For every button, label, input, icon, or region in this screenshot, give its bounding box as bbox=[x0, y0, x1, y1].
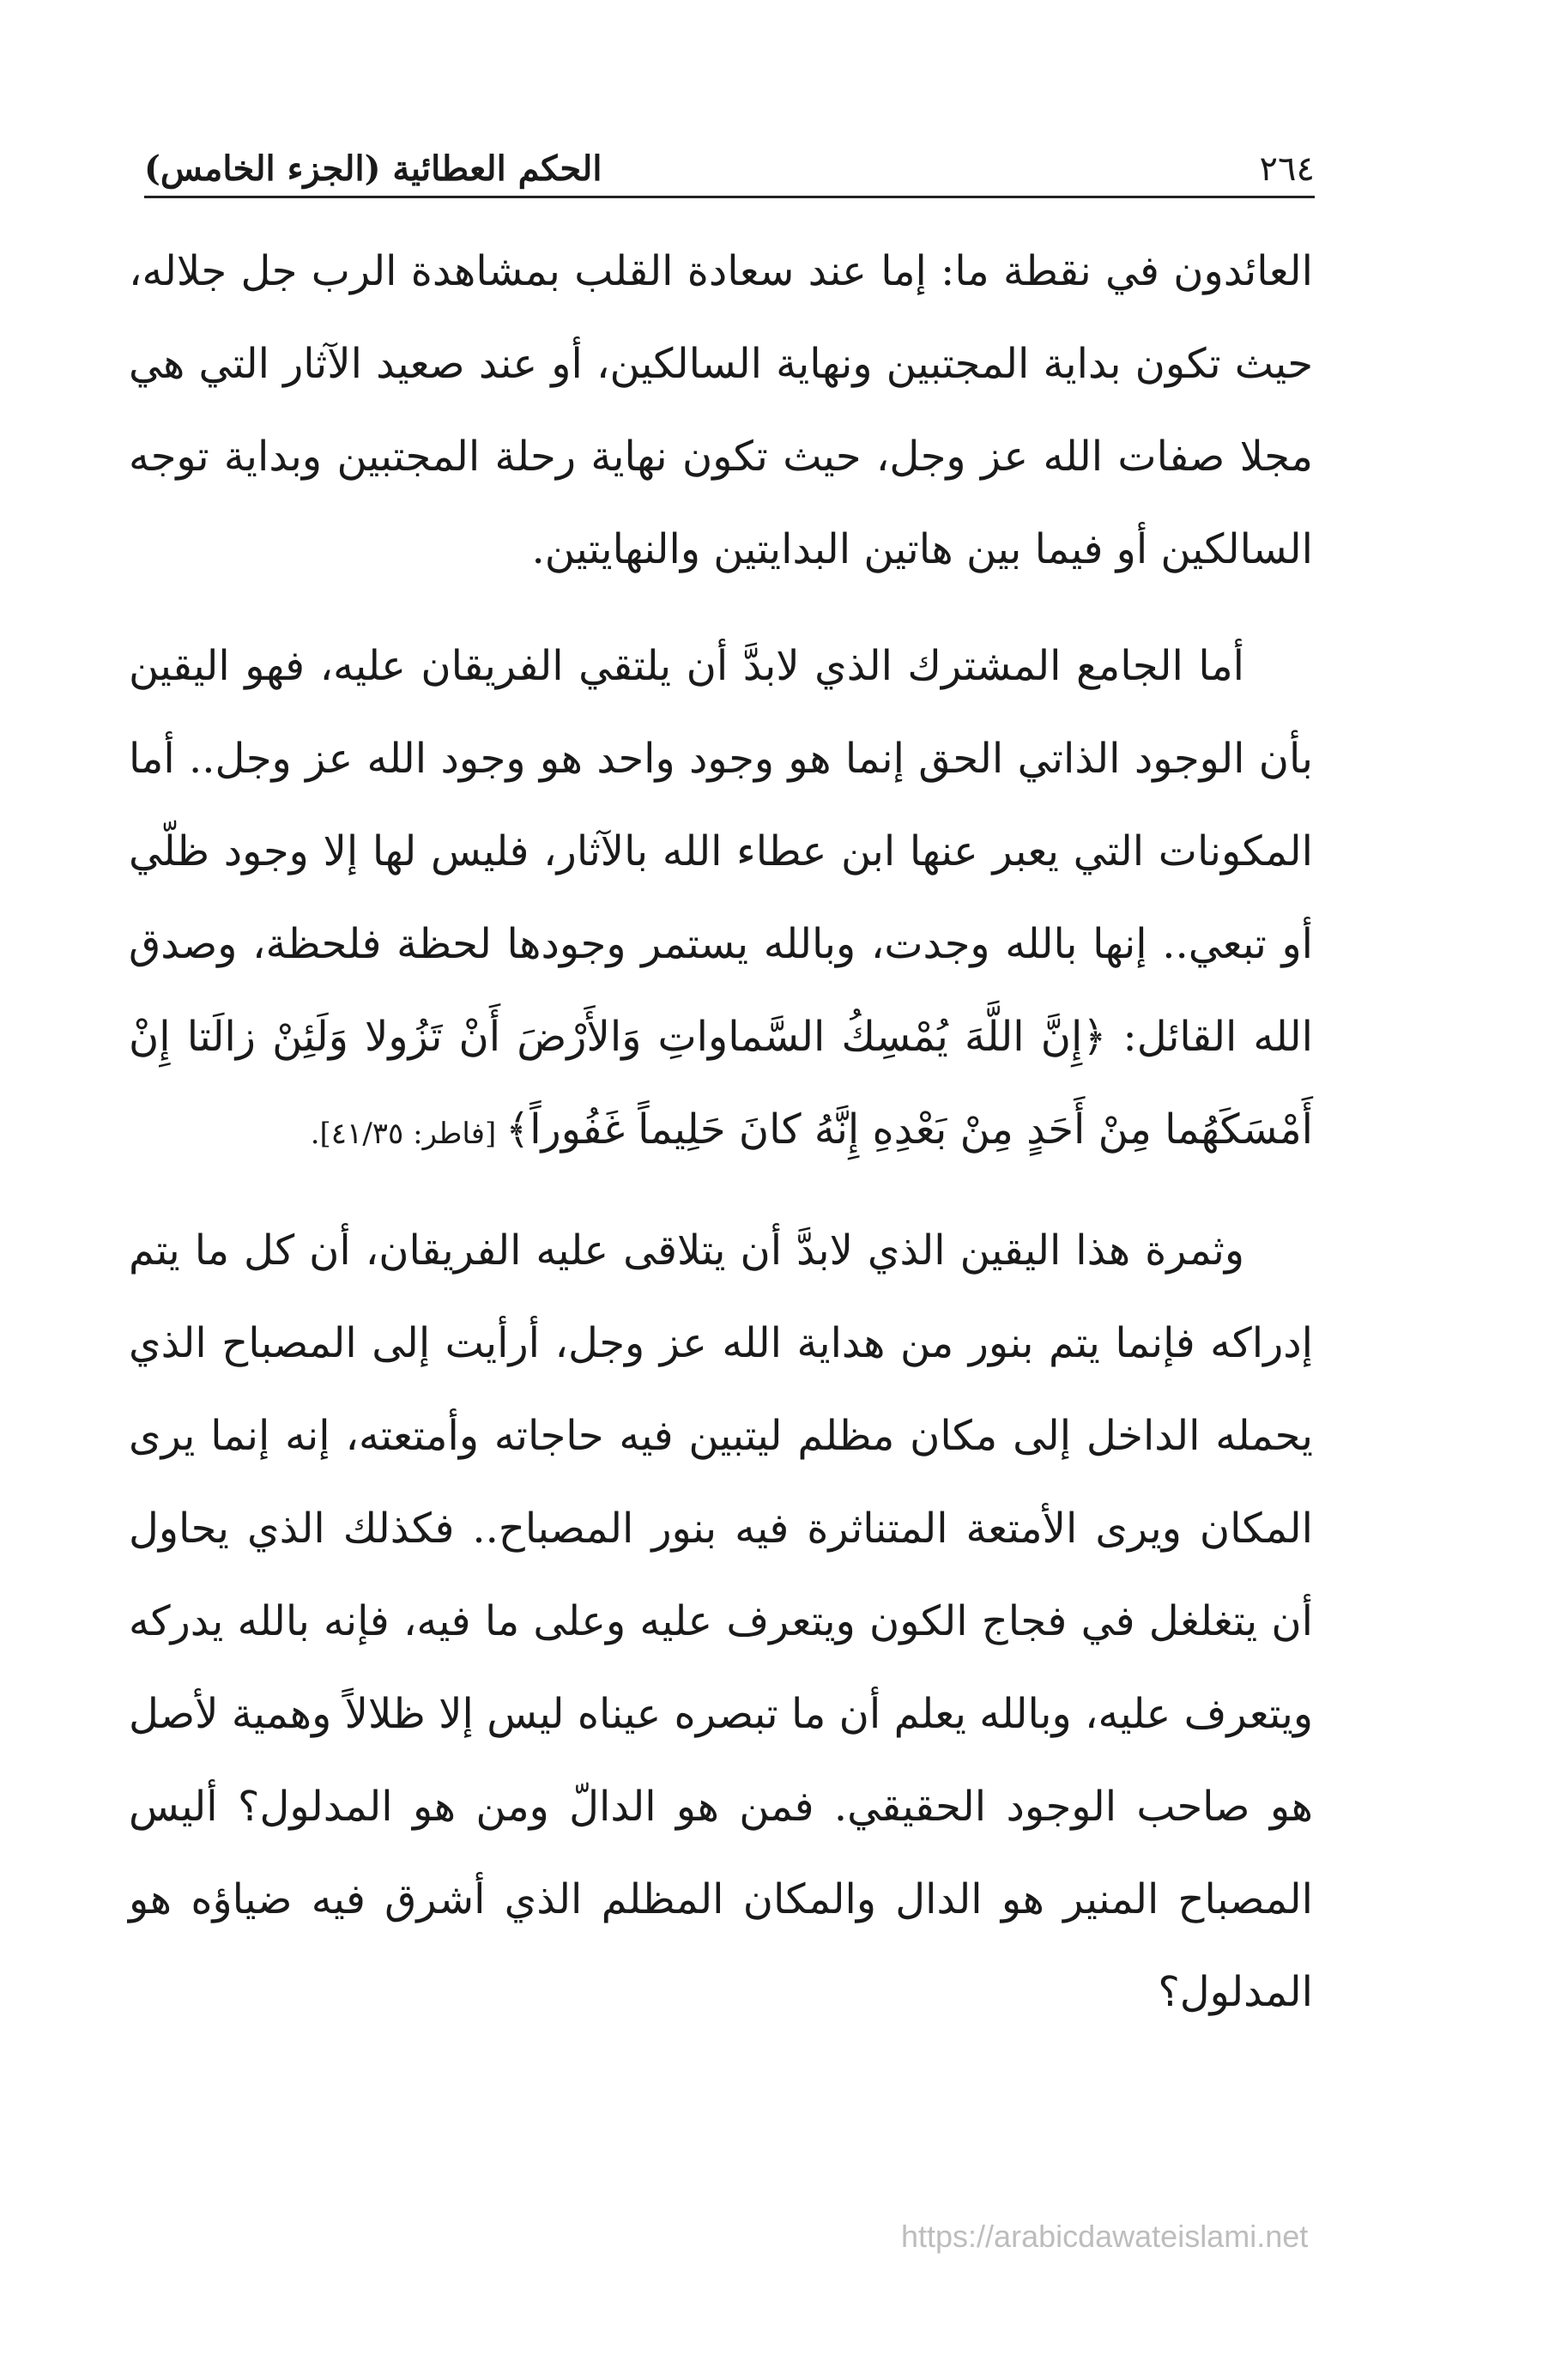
paragraph-2 bbox=[129, 620, 1313, 1180]
page-number: ٢٦٤ bbox=[1259, 149, 1315, 189]
header-divider bbox=[144, 196, 1315, 198]
quran-verse: ﴿إِنَّ اللَّهَ يُمْسِكُ السَّماواتِ وَالأَرْضَ أَنْ تَزُولا وَلَئِنْ زالَتا إِنْ أَمْسَكَهُما مِنْ أَحَدٍ مِنْ بَعْدِهِ إِنَّهُ كانَ حَلِيماً غَفُوراً﴾ bbox=[129, 1013, 1313, 1154]
watermark-url: https://arabicdawateislami.net bbox=[901, 2219, 1309, 2254]
paragraph-2-text: أما الجامع المشترك الذي لابدَّ أن يلتقي الفريقان عليه، فهو اليقين بأن الوجود الذاتي الحق إنما هو وجود واحد هو وجود الله عز وجل.. أما المكونات التي يعبر عنها ابن عطاء الله بالآثار، فليس لها إلا وجود ظلّي أو تبعي.. إنها بالله وجدت، وبالله يستمر وجودها لحظة فلحظة، وصدق الله القائل: bbox=[129, 642, 1314, 1061]
running-title: الحكم العطائية (الجزء الخامس) bbox=[144, 148, 602, 189]
paragraph-1: العائدون في نقطة ما: إما عند سعادة القلب بمشاهدة الرب جل جلاله، حيث تكون بداية المجتبين ونهاية السالكين، أو عند صعيد الآثار التي هي مجلا صفات الله عز وجل، حيث تكون نهاية رحلة المجتبين وبداية توجه السالكين أو فيما بين هاتين البدايتين والنهايتين. bbox=[129, 247, 1313, 573]
verse-citation: [فاطر: ٤١/٣٥]. bbox=[310, 1117, 506, 1151]
paragraph-3: وثمرة هذا اليقين الذي لابدَّ أن يتلاقى عليه الفريقان، أن كل ما يتم إدراكه فإنما يتم بنور من هداية الله عز وجل، أرأيت إلى المصباح الذي يحمله الداخل إلى مكان مظلم ليتبين فيه حاجاته وأمتعته، إنه إنما يرى المكان ويرى الأمتعة المتناثرة فيه بنور المصباح.. فكذلك الذي يحاول أن يتغلغل في فجاج الكون ويتعرف عليه وعلى ما فيه، فإنه بالله يدركه ويتعرف عليه، وبالله يعلم أن ما تبصره عيناه ليس إلا ظلالاً وهمية لأصل هو صاحب الوجود الحقيقي. فمن هو الدالّ ومن هو المدلول؟ أليس المصباح المنير هو الدال والمكان المظلم الذي أشرق فيه ضياؤه هو المدلول؟ bbox=[129, 1226, 1313, 2016]
running-header bbox=[144, 129, 1315, 197]
page-body bbox=[129, 225, 1313, 2062]
